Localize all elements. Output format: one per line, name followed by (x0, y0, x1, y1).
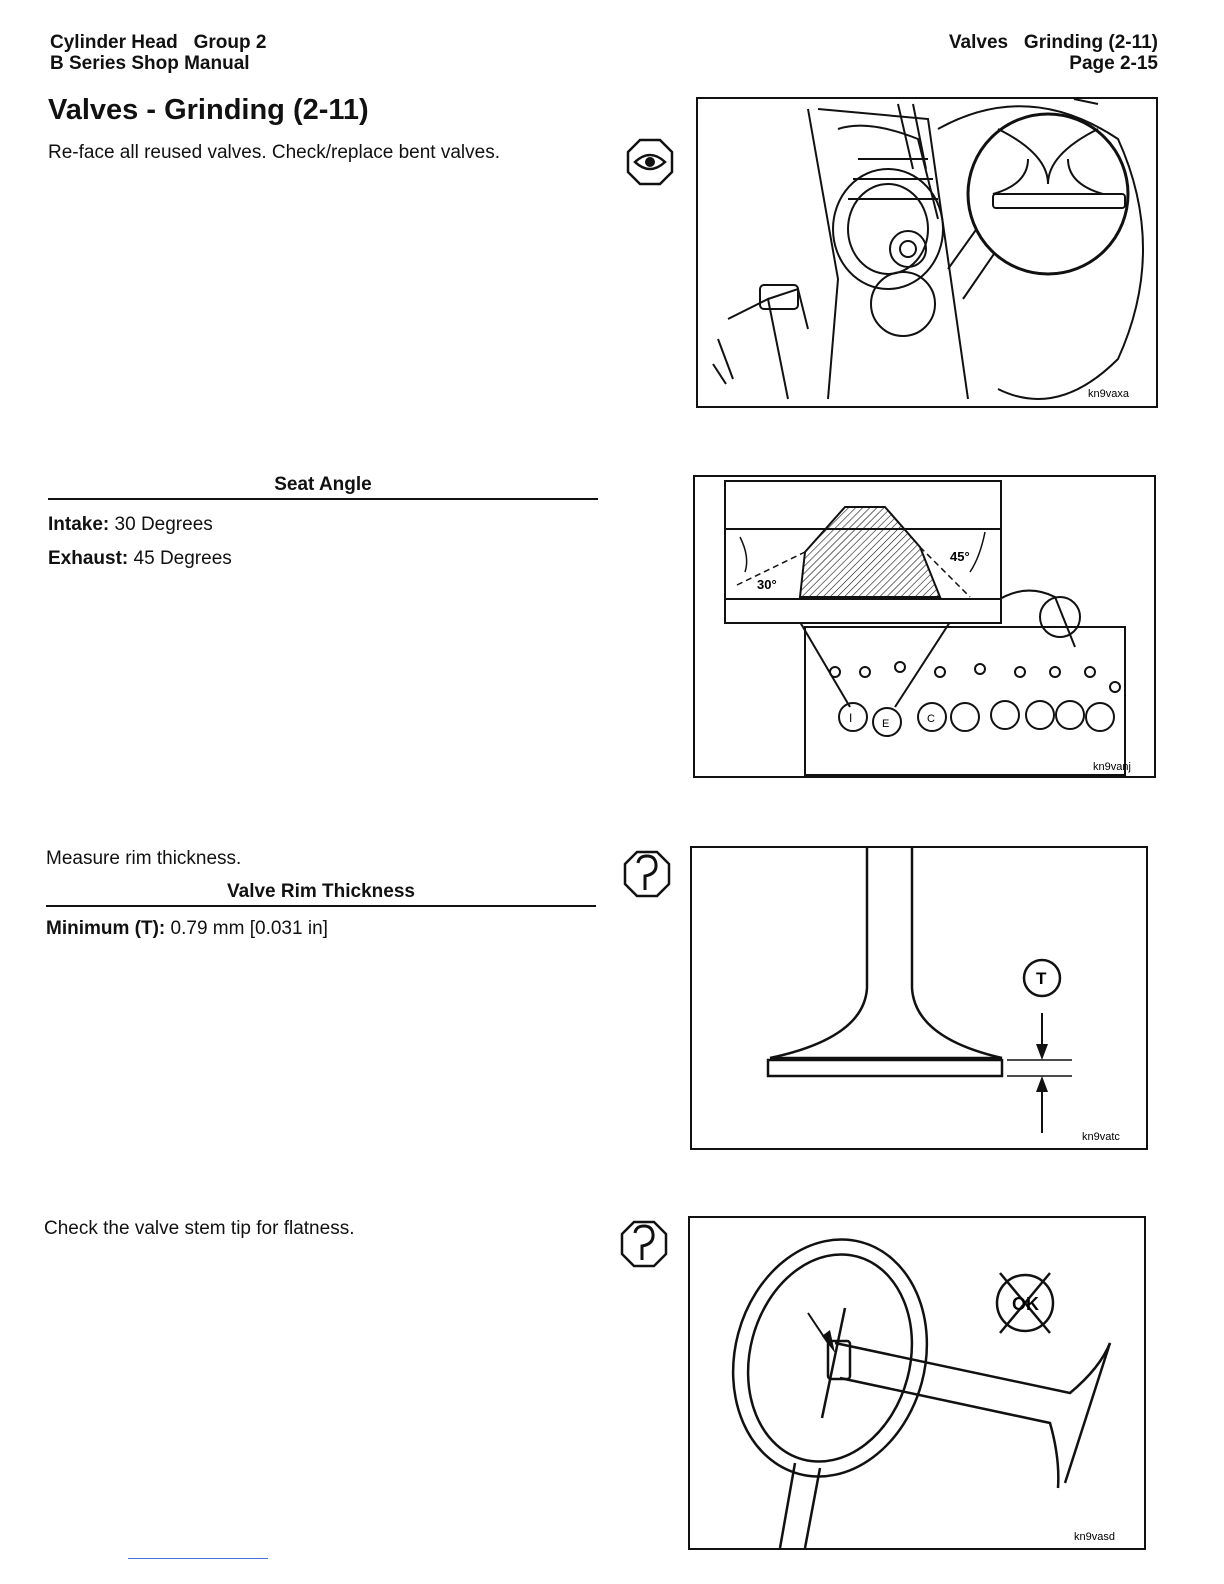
seat-angle-heading: Seat Angle (48, 474, 598, 500)
exhaust-spec (48, 548, 232, 570)
stem-instruction: Check the valve stem tip for flatness. (44, 1218, 355, 1239)
header-group: Cylinder Head Group 2 (50, 32, 267, 53)
fig4-ok-symbol: OK (1012, 1294, 1039, 1314)
figure-valve-grinder (696, 97, 1158, 408)
footer-link-line (128, 1558, 268, 1559)
header-left (50, 32, 266, 74)
rim-minimum-value: 0.79 mm [0.031 in] (170, 918, 328, 939)
exhaust-value: 45 Degrees (133, 548, 232, 569)
eye-inspect-icon (626, 138, 674, 186)
fig2-label-c: C (927, 713, 935, 725)
rim-minimum-label: Minimum (T): (46, 918, 166, 939)
fig2-code: kn9vanj (1093, 761, 1131, 773)
exhaust-label: Exhaust: (48, 548, 129, 569)
measure-icon (620, 1220, 668, 1268)
fig3-code: kn9vatc (1082, 1131, 1120, 1143)
intake-label: Intake: (48, 514, 110, 535)
header-section: Valves Grinding (2-11) (948, 32, 1158, 53)
header-manual: B Series Shop Manual (50, 53, 250, 74)
header-right (949, 32, 1158, 74)
intake-spec (48, 514, 213, 536)
fig3-label-t: T (1036, 969, 1047, 988)
figure-seat-angle (693, 475, 1156, 778)
rim-instruction: Measure rim thickness. (46, 848, 242, 869)
fig2-angle-45: 45° (950, 549, 970, 564)
rim-thickness-heading: Valve Rim Thickness (46, 881, 596, 907)
measure-icon (623, 850, 671, 898)
intro-text: Re-face all reused valves. Check/replace bent valves. (48, 142, 501, 163)
fig1-code: kn9vaxa (1088, 388, 1129, 400)
intake-value: 30 Degrees (114, 514, 213, 535)
fig4-code: kn9vasd (1074, 1531, 1115, 1543)
header-page-number: Page 2-15 (1069, 53, 1158, 74)
rim-minimum-spec (46, 918, 328, 940)
figure-stem-flatness (688, 1216, 1146, 1550)
fig2-label-exhaust: E (882, 718, 890, 730)
figure-rim-thickness (690, 846, 1148, 1150)
fig2-label-intake: I (849, 711, 853, 725)
page-title: Valves - Grinding (2-11) (48, 94, 369, 126)
fig2-angle-30: 30° (757, 577, 777, 592)
